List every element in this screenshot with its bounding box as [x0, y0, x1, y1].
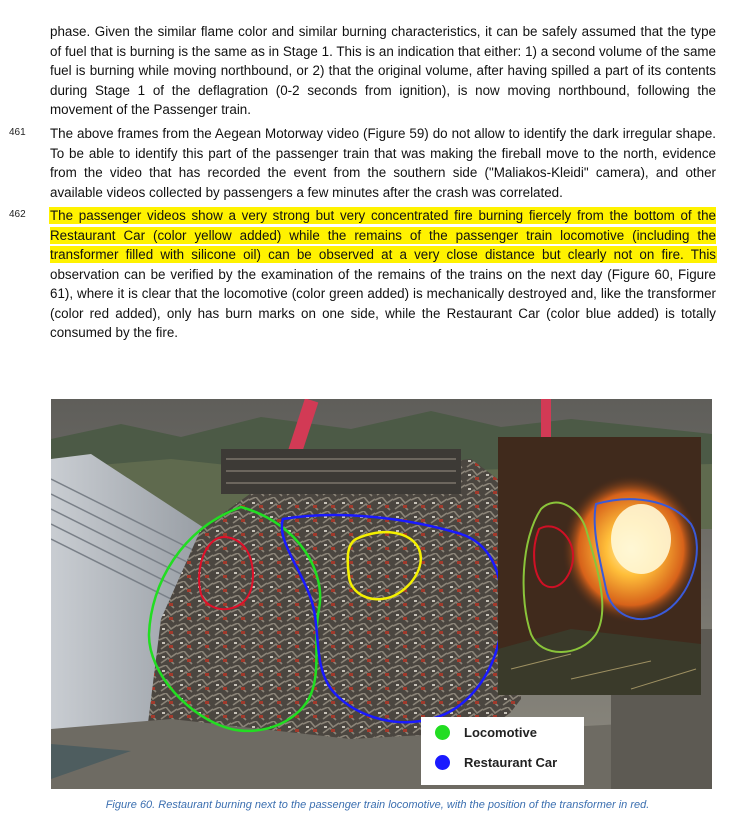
- paragraph-continuation: [50, 22, 716, 120]
- figure-legend: [421, 717, 584, 785]
- paragraph-text: The above frames from the Aegean Motorway video (Figure 59) do not allow to identify the dark irregular shape. To be able to identify this part of the passenger train that was making the fireball move to the north, evidence from the video that has recorded the event from the southern side ("Maliakos-Kleidi" camera), and other available videos collected by passengers a few minutes after the crash was correlated.: [50, 126, 716, 200]
- inset-night-photo: [498, 437, 701, 695]
- paragraph-461: [50, 124, 716, 202]
- blue-dot-icon: [435, 755, 450, 770]
- paragraph-text: observation can be verified by the examination of the remains of the trains on the next day (Figure 60, Figure 61), where it is clear that the locomotive (color green added) is mechanically destroyed and, like the transformer (color red added), only has burn marks on one side, while the Restaurant Car (color blue added) is totally consumed by the fire.: [50, 266, 716, 340]
- paragraph-462: [50, 206, 716, 343]
- paragraph-text: phase. Given the similar flame color and similar burning characteristics, it can be safely assumed that the type of fuel that is burning is the same as in Stage 1. This is an indication that either: 1) a second volume of the same fuel is burning while moving northbound, or 2) that the original volume, after having spilled a part of its contents during Stage 1 of the deflagration (0-2 seconds from ignition), is now moving northbound, following the movement of the Passenger train.: [50, 24, 716, 117]
- paragraph-number: 462: [9, 209, 26, 220]
- figure-photo: [51, 399, 712, 789]
- highlighted-text: The passenger videos show a very strong but very concentrated fire burning fiercely from the bottom of the Restaurant Car (color yellow added) while the remains of the passenger train locomotive (including the transformer filled with silicone oil) can be observed at a very close distance but clearly not on fire. This: [50, 208, 716, 262]
- legend-item-restaurant-car: [435, 752, 557, 772]
- wreckage-photo: [51, 399, 712, 789]
- legend-label: Locomotive: [464, 724, 537, 740]
- green-dot-icon: [435, 725, 450, 740]
- paragraph-number: 461: [9, 127, 26, 138]
- legend-label: Restaurant Car: [464, 754, 558, 770]
- legend-item-locomotive: [435, 722, 537, 742]
- figure-caption: Figure 60. Restaurant burning next to the passenger train locomotive, with the position of the transformer in red.: [105, 799, 650, 811]
